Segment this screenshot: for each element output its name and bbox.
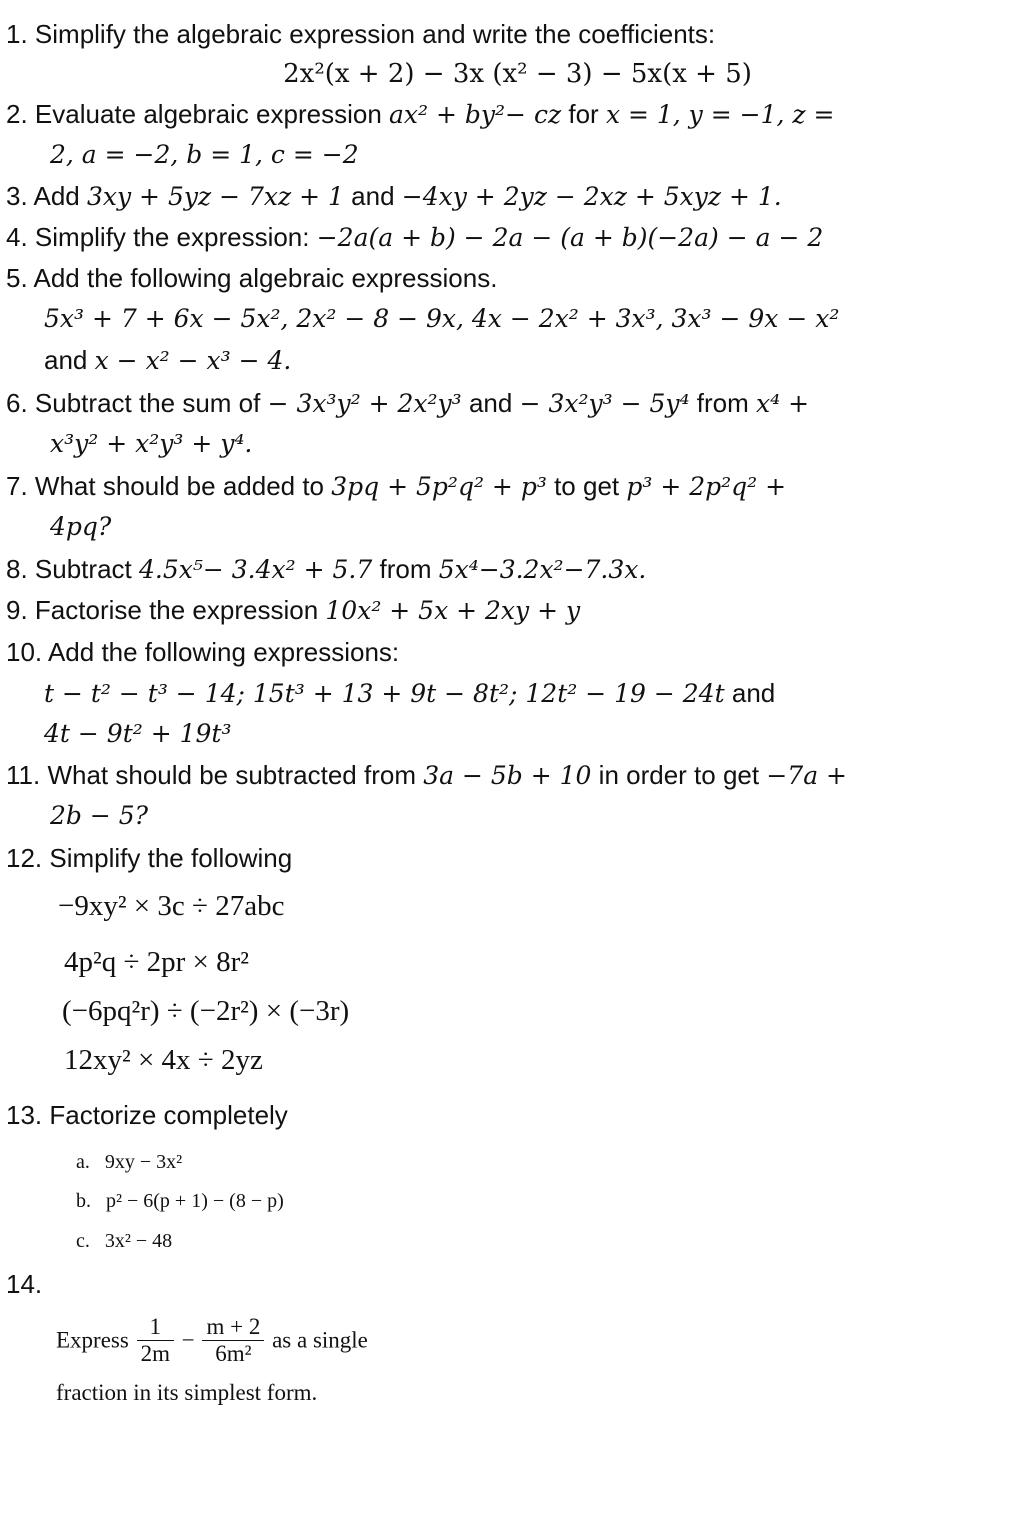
q6-expression-2: − 3x²y³ − 5y⁴ xyxy=(519,389,690,418)
q1-expression: 2x²(x + 2) − 3x (x² − 3) − 5x(x + 5) xyxy=(283,59,752,89)
question-text: Add the following algebraic expressions. xyxy=(33,263,498,293)
q12-item-4: 12xy² × 4x ÷ 2yz xyxy=(64,1044,263,1076)
q12-item-1: −9xy² × 3c ÷ 27abc xyxy=(58,890,285,922)
question-12 xyxy=(6,842,292,874)
question-text: Subtract the sum of xyxy=(34,388,261,418)
q14-fraction-1 xyxy=(137,1314,174,1367)
item-expression: p² − 6(p + 1) − (8 − p) xyxy=(106,1190,284,1212)
question-number: 8. xyxy=(6,554,28,584)
item-label: c. xyxy=(76,1230,90,1252)
question-text: Factorise the expression xyxy=(34,595,319,625)
q3-expression-2: −4xy + 2yz − 2xz + 5xyz + 1. xyxy=(401,182,782,211)
q7-expression-continued: 4pq? xyxy=(50,512,112,541)
q10-expressions: t − t² − t³ − 14; 15t³ + 13 + 9t − 8t²; 12t² − 19 − 24t xyxy=(44,679,725,708)
question-9 xyxy=(6,594,580,627)
q5-last-expression: x − x² − x³ − 4. xyxy=(94,346,292,375)
fraction-numerator: 1 xyxy=(137,1314,174,1341)
question-text: What should be subtracted from xyxy=(47,760,416,790)
q2-values-continued: 2, a = −2, b = 1, c = −2 xyxy=(50,140,359,169)
question-number: 11. xyxy=(6,760,41,790)
q6-and: and xyxy=(468,388,513,418)
q13-item-b xyxy=(76,1188,284,1214)
question-11 xyxy=(6,759,847,792)
item-expression: 3x² − 48 xyxy=(104,1230,173,1252)
question-text: Add the following expressions: xyxy=(47,637,400,667)
q6-from: from xyxy=(696,388,749,418)
q8-expression-2: 5x⁴−3.2x²−7.3x. xyxy=(438,555,647,584)
item-label: b. xyxy=(76,1190,91,1212)
q11-expression-continued: 2b − 5? xyxy=(50,801,149,830)
question-7 xyxy=(6,470,786,503)
question-5 xyxy=(6,262,497,294)
question-number: 10. xyxy=(6,637,43,667)
q12-item-2: 4p²q ÷ 2pr × 8r² xyxy=(64,946,249,978)
q4-expression: −2a(a + b) − 2a − (a + b)(−2a) − a − 2 xyxy=(316,223,824,252)
question-number: 13. xyxy=(6,1100,43,1130)
question-number: 3. xyxy=(6,181,28,211)
q5-and: and xyxy=(44,345,88,375)
q8-from: from xyxy=(379,554,432,584)
q7-to-get: to get xyxy=(554,471,620,501)
q14-line-2: fraction in its simplest form. xyxy=(56,1380,318,1405)
question-number: 7. xyxy=(6,471,28,501)
q2-for: for xyxy=(568,99,599,129)
q12-item-3: (−6pq²r) ÷ (−2r²) × (−3r) xyxy=(62,995,350,1027)
question-number: 12. xyxy=(6,843,43,873)
q14-express-line xyxy=(56,1314,368,1367)
question-number: 2. xyxy=(6,99,28,129)
question-text: Simplify the following xyxy=(49,843,293,873)
question-number: 9. xyxy=(6,595,28,625)
question-4 xyxy=(6,221,823,254)
question-text: Subtract xyxy=(34,554,132,584)
item-label: a. xyxy=(76,1151,90,1173)
question-number: 4. xyxy=(6,222,28,252)
fraction-denominator: 2m xyxy=(140,1341,170,1366)
fraction-numerator: m + 2 xyxy=(202,1314,264,1341)
q13-item-c xyxy=(76,1228,172,1254)
question-text: What should be added to xyxy=(34,471,325,501)
question-10 xyxy=(6,636,399,668)
q7-expression-2: p³ + 2p²q² + xyxy=(626,472,787,501)
question-number: 6. xyxy=(6,388,28,418)
q3-expression-1: 3xy + 5yz − 7xz + 1 xyxy=(86,182,344,211)
q14-express: Express xyxy=(56,1327,129,1353)
question-number: 5. xyxy=(6,263,28,293)
q13-item-a xyxy=(76,1149,182,1175)
question-6 xyxy=(6,387,809,420)
q7-expression-1: 3pq + 5p²q² + p³ xyxy=(331,472,547,501)
question-number: 14. xyxy=(6,1269,43,1299)
question-1 xyxy=(6,18,715,50)
q9-expression: 10x² + 5x + 2xy + y xyxy=(325,596,581,625)
q3-add: Add xyxy=(33,181,80,211)
fraction-denominator: 6m² xyxy=(215,1341,252,1366)
item-expression: 9xy − 3x² xyxy=(104,1151,183,1173)
q2-values: x = 1, y = −1, z = xyxy=(605,100,835,129)
question-14 xyxy=(6,1268,42,1300)
q3-and: and xyxy=(351,181,395,211)
question-3 xyxy=(6,180,782,213)
q5-line-3 xyxy=(44,344,291,377)
q10-last-expression: 4t − 9t² + 19t³ xyxy=(44,719,232,748)
q8-expression-1: 4.5x⁵− 3.4x² + 5.7 xyxy=(138,555,373,584)
q11-expression-2: −7a + xyxy=(766,761,847,790)
q14-fraction-2 xyxy=(202,1314,264,1367)
question-8 xyxy=(6,553,646,586)
question-number: 1. xyxy=(6,19,28,49)
q14-as-single: as a single xyxy=(272,1327,368,1353)
q2-expression: ax² + by²− cz xyxy=(389,100,562,129)
q10-line-2 xyxy=(44,677,775,710)
question-text: Simplify the expression: xyxy=(34,222,310,252)
question-text: Evaluate algebraic expression xyxy=(34,99,382,129)
q6-expression-1: − 3x³y² + 2x²y³ xyxy=(267,389,462,418)
q5-expressions: 5x³ + 7 + 6x − 5x², 2x² − 8 − 9x, 4x − 2x² + 3x³, 3x³ − 9x − x² xyxy=(44,304,840,333)
question-text: Simplify the algebraic expression and write the coefficients: xyxy=(34,19,716,49)
q11-expression-1: 3a − 5b + 10 xyxy=(423,761,592,790)
question-13 xyxy=(6,1099,288,1131)
q11-in-order-to-get: in order to get xyxy=(598,760,760,790)
q6-expression-3: x⁴ + xyxy=(756,389,810,418)
q14-minus: − xyxy=(181,1327,195,1353)
q6-expression-continued: x³y² + x²y³ + y⁴. xyxy=(50,429,253,458)
q10-and: and xyxy=(731,678,776,708)
question-text: Factorize completely xyxy=(49,1100,288,1130)
question-2 xyxy=(6,98,834,131)
